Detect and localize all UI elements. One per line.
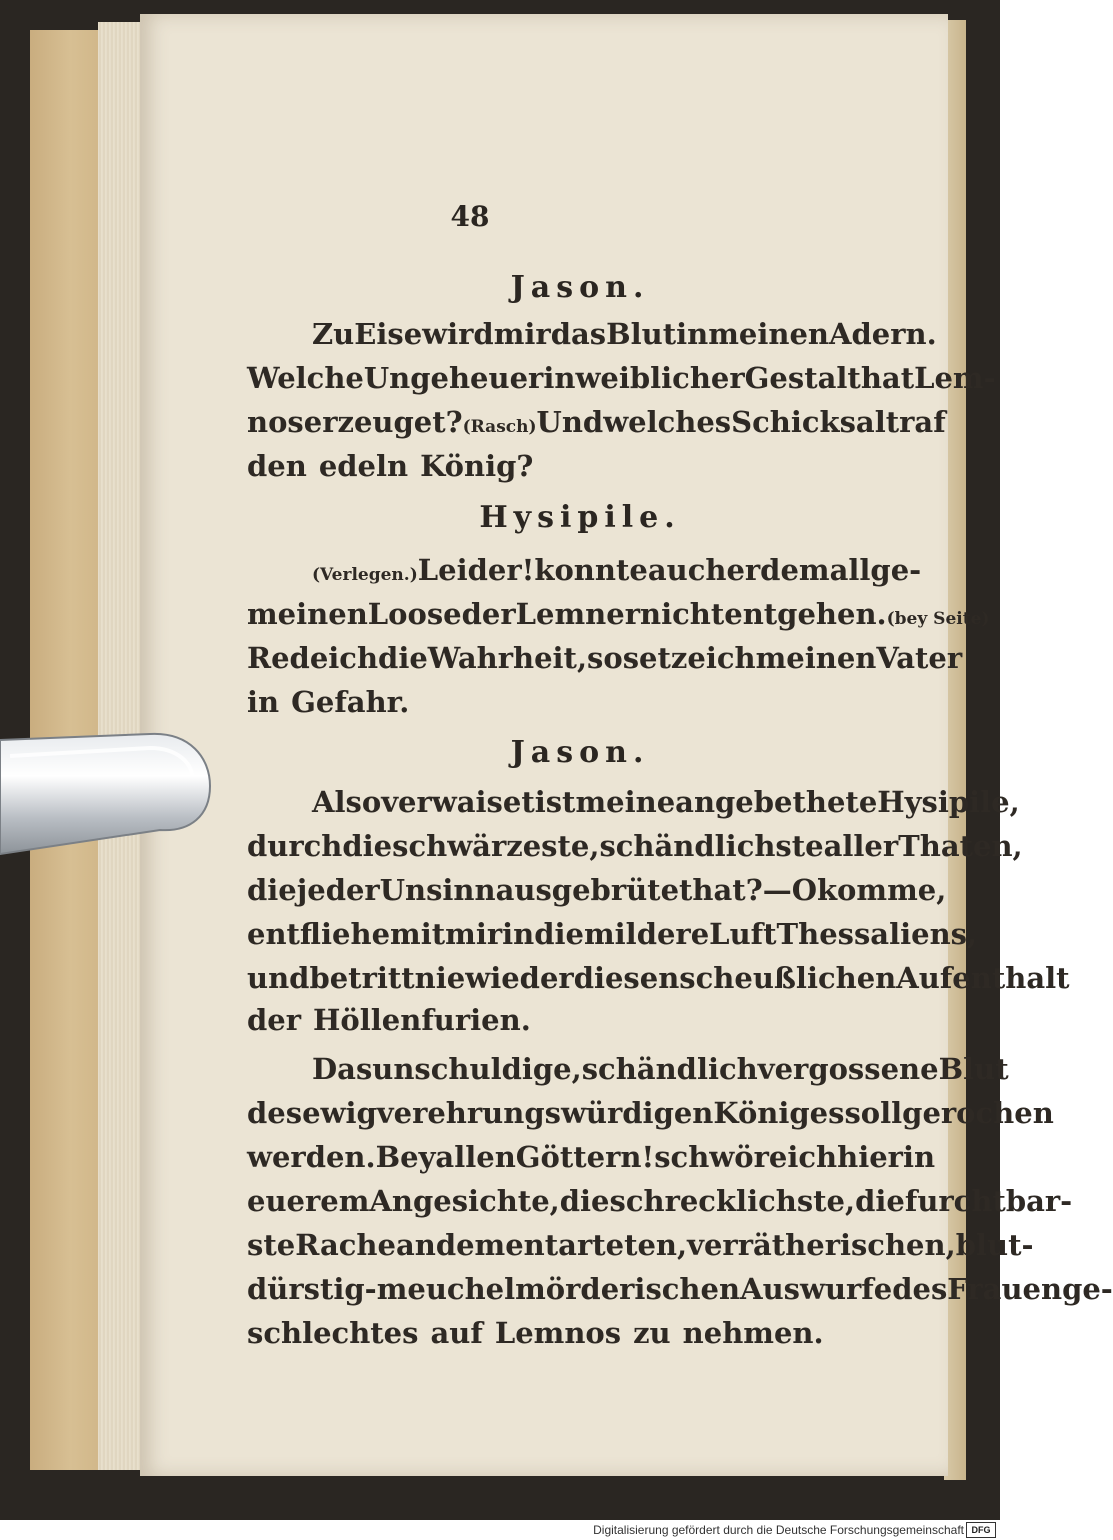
word: nehmen. [682, 1316, 824, 1350]
word: Gefahr. [291, 685, 410, 719]
word: an [395, 1228, 436, 1262]
word: Hysipile, [877, 785, 1020, 819]
word: furchtbar- [904, 1184, 1073, 1218]
word: unschuldige, [372, 1052, 582, 1086]
word: verehrungswürdigen [376, 1096, 714, 1130]
word: ist [534, 785, 576, 819]
word: konnte [534, 553, 648, 587]
word: zu [633, 1316, 671, 1350]
word: die [247, 873, 297, 907]
speaker-heading: Jason. [510, 735, 650, 770]
word: Lemnos [494, 1316, 622, 1350]
word: durch [247, 829, 343, 863]
text-line [247, 917, 978, 951]
word: des [247, 1096, 303, 1130]
word: meinen [755, 641, 877, 675]
text-line [247, 1228, 1034, 1262]
word: wird [422, 317, 494, 351]
word: Rache [295, 1228, 396, 1262]
word: das [550, 317, 607, 351]
word: komme, [816, 873, 947, 907]
word: dem [435, 1228, 506, 1262]
text-line [247, 829, 1023, 863]
word: ich [328, 641, 379, 675]
word: meine [575, 785, 676, 819]
text-line [312, 317, 937, 351]
word: welches [603, 405, 732, 439]
word: setze [622, 641, 706, 675]
word: die [342, 829, 393, 863]
text-line [247, 449, 533, 483]
word: blut- [955, 1228, 1034, 1262]
word: gerochen [902, 1096, 1054, 1130]
word: schwärzeste, [392, 829, 600, 863]
word: hat? [692, 873, 763, 907]
word: werden. [247, 1140, 376, 1174]
word: er [726, 553, 761, 587]
text-line [247, 361, 996, 395]
word: Auswurfe [740, 1272, 893, 1306]
text-line [247, 1272, 1113, 1306]
glass-page-holder [0, 728, 212, 866]
word: verrätherischen, [687, 1228, 956, 1262]
word: mildere [583, 917, 710, 951]
word: Gestalt [744, 361, 861, 395]
word: wieder [465, 961, 574, 995]
word: die [855, 1184, 905, 1218]
word: Königes [713, 1096, 845, 1130]
word: Welche [247, 361, 364, 395]
speaker-heading: Jason. [510, 270, 650, 305]
word: Und [536, 405, 604, 439]
word: der [247, 1003, 302, 1037]
text-line [247, 1184, 1073, 1218]
word: Bey [375, 1140, 436, 1174]
word: Wahrheit, [427, 641, 588, 675]
word: aller [823, 829, 899, 863]
page-number: 48 [450, 200, 490, 233]
text-line [312, 785, 1020, 819]
word: so [587, 641, 623, 675]
text-line [247, 873, 947, 907]
word: Blut [938, 1052, 1009, 1086]
stage-direction: (Verlegen.) [312, 565, 418, 585]
word: Blut [606, 317, 677, 351]
speaker-heading: Hysipile. [479, 500, 681, 535]
word: schrecklichste, [609, 1184, 856, 1218]
text-line [312, 1052, 1009, 1086]
dfg-logo-icon: DFG [966, 1522, 996, 1538]
word: in [543, 361, 576, 395]
word: ewig [302, 1096, 377, 1130]
word: hat [860, 361, 915, 395]
word: schwöre [654, 1140, 788, 1174]
word: Adern. [829, 317, 937, 351]
text-line [247, 961, 1070, 995]
word: O [791, 873, 817, 907]
word: mir [493, 317, 551, 351]
word: Ungeheuer [363, 361, 544, 395]
word: mir [445, 917, 503, 951]
stage-direction: (Rasch) [462, 417, 537, 437]
word: in [502, 917, 535, 951]
word: Thessaliens, [776, 917, 978, 951]
word: traf [885, 405, 946, 439]
word: scheußlichen [679, 961, 897, 995]
word: entfliehe [247, 917, 391, 951]
text-line [247, 1096, 1054, 1130]
word: meinen [247, 597, 368, 631]
word: und [247, 961, 310, 995]
word: schändlichste [599, 829, 824, 863]
word: Unsinn [379, 873, 496, 907]
word: soll [844, 1096, 903, 1130]
word: betritt [309, 961, 415, 995]
word: den [247, 449, 307, 483]
word: diesen [573, 961, 680, 995]
funding-credit: Digitalisierung gefördert durch die Deutsche Forschungsgemeinschaft [593, 1523, 964, 1537]
word: die [559, 1184, 610, 1218]
word: hier [837, 1140, 903, 1174]
word: angebethete [675, 785, 878, 819]
word: allen [435, 1140, 516, 1174]
word: mit [390, 917, 446, 951]
word: der [461, 597, 516, 631]
word: Eise [354, 317, 423, 351]
text-line [247, 685, 409, 719]
word: schlechtes [247, 1316, 419, 1350]
word: Frauenge- [947, 1272, 1113, 1306]
word: meinen [708, 317, 830, 351]
word: Leider! [417, 553, 535, 587]
word: ich [787, 1140, 838, 1174]
word: — [762, 873, 792, 907]
word: Vater [876, 641, 963, 675]
word: schändlich [581, 1052, 758, 1086]
word: Lem- [914, 361, 996, 395]
word: euerem [247, 1184, 370, 1218]
word: Schicksal [731, 405, 886, 439]
word: nicht [640, 597, 725, 631]
word: entgehen. [724, 597, 887, 631]
word: die [378, 641, 428, 675]
word: ausgebrütet [495, 873, 693, 907]
word: Höllenfurien. [313, 1003, 531, 1037]
word: Das [312, 1052, 373, 1086]
word: in [676, 317, 709, 351]
word: dem [760, 553, 830, 587]
word: vergossene [757, 1052, 939, 1086]
word: Aufenthalt [896, 961, 1070, 995]
word: ich [705, 641, 756, 675]
word: Loose [367, 597, 462, 631]
word: des [892, 1272, 948, 1306]
word: ste [247, 1228, 296, 1262]
text-line [247, 1140, 936, 1174]
word: Rede [247, 641, 329, 675]
word: Luft [709, 917, 777, 951]
stage-direction: (bey Seite) [886, 609, 990, 629]
word: je [296, 873, 326, 907]
word: Angesichte, [369, 1184, 560, 1218]
word: auf [430, 1316, 483, 1350]
text-line [247, 1003, 531, 1037]
word: dürstig-meuchelmörderischen [247, 1272, 741, 1306]
word: nos [247, 405, 304, 439]
digitization-footer [0, 1520, 1000, 1540]
text-line [247, 1316, 824, 1350]
word: Göttern! [515, 1140, 655, 1174]
word: Lemner [515, 597, 640, 631]
word: in [247, 685, 280, 719]
text-line [247, 405, 946, 439]
text-line [247, 641, 963, 675]
word: der [325, 873, 380, 907]
word: Thaten, [898, 829, 1023, 863]
word: allge- [829, 553, 922, 587]
word: auch [647, 553, 727, 587]
word: die [534, 917, 584, 951]
word: Zu [312, 317, 355, 351]
text-line [312, 553, 922, 587]
word: erzeuget? [303, 405, 463, 439]
word: Also [312, 785, 382, 819]
word: entarteten, [505, 1228, 688, 1262]
word: verwaiset [381, 785, 535, 819]
word: nie [414, 961, 466, 995]
word: edeln [318, 449, 409, 483]
word: in [902, 1140, 936, 1174]
text-line [247, 597, 990, 631]
word: weiblicher [575, 361, 745, 395]
word: König? [420, 449, 534, 483]
